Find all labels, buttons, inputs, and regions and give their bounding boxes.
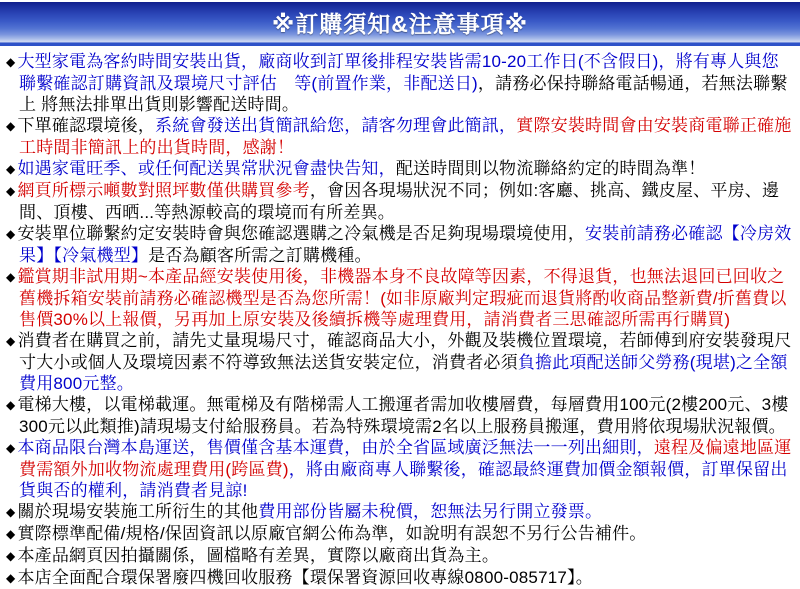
notice-list — [0, 46, 800, 589]
order-notice-page — [0, 2, 800, 587]
notice-item — [6, 523, 796, 545]
notice-item — [6, 437, 796, 501]
notice-text-run: 安裝前請務必確認【冷房效果】【冷氣機型】 — [19, 224, 792, 265]
notice-header-banner — [0, 2, 800, 46]
notice-item — [6, 115, 796, 158]
bullet-diamond-icon: ◆ — [6, 162, 16, 176]
notice-text-run: 本店全面配合環保署廢四機回收服務【環保署資源回收專線0800-085717】。 — [17, 568, 593, 587]
notice-text-run: 本商品限台灣本島運送，售價僅含基本運費，由於全省區域廣泛無法一一列出細則， — [17, 438, 654, 457]
notice-text-run: 如遇家電旺季、或任何配送異常狀況會盡快告知， — [17, 159, 396, 178]
bullet-diamond-icon: ◆ — [6, 119, 16, 133]
notice-item — [6, 330, 796, 394]
notice-text-run: 遠程及偏遠地區運費需額外加收物流處理費用(跨區費) — [19, 438, 792, 479]
notice-text-run: ，會因各現場狀況不同；例如:客廳、挑高、鐵皮屋、平房、邊間、頂樓、西晒...等熱源較高的環境而有所差異。 — [19, 181, 780, 222]
notice-text-run: 負擔此項配送師父勞務(現堪)之全額費用800元整。 — [19, 353, 788, 393]
notice-text-run: 關於現場安裝施工所衍生的其他 — [17, 502, 259, 521]
bullet-diamond-icon: ◆ — [6, 527, 16, 541]
notice-item — [6, 567, 796, 589]
notice-text-run: 費用部份皆屬未稅價，恕無法另行開立發票。 — [258, 502, 603, 521]
bullet-diamond-icon: ◆ — [6, 184, 16, 198]
bullet-diamond-icon: ◆ — [6, 398, 16, 412]
notice-item — [6, 394, 796, 437]
notice-text-run: 鑑賞期非試用期~本產品經安裝使用後，非機器本身不良故障等因素，不得退貨，也無法退回已回收之舊機拆箱安裝前請務必確認機型是否為您所需！(如非原廠判定瑕疵而退貨將酌收商品整新費/折舊費以售價30%以上報價，另再加上原安裝及後續拆機等處理費用，請消費者三思確認所需再行購買) — [17, 267, 787, 329]
notice-text-run: 系統會發送出貨簡訊給您，請客勿理會此簡訊， — [155, 116, 517, 135]
notice-item — [6, 51, 796, 115]
notice-text-run: 大型家電為客約時間安裝出貨，廠商收到訂單後排程安裝皆需10-20工作日(不含假日)，將有專人與您聯繫確認訂購資訊及環境尺寸評估 等(前置作業，非配送日) — [17, 52, 779, 93]
page-title: ※訂購須知&注意事項※ — [271, 11, 529, 37]
bullet-diamond-icon: ◆ — [6, 227, 16, 241]
notice-text-run: 電梯大樓，以電梯載運。無電梯及有階梯需人工搬運者需加收樓層費，每層費用100元(2樓200元、3樓300元以此類推)請現場支付給服務員。若為特殊環境需2名以上服務員搬運，費用將依現場狀況報價。 — [17, 395, 789, 436]
bullet-diamond-icon: ◆ — [6, 441, 16, 455]
notice-text-run: 配送時間則以物流聯絡約定的時間為準！ — [395, 159, 706, 178]
notice-text-run: 網頁所標示噸數對照坪數僅供購買參考 — [17, 181, 310, 200]
notice-text-run: ，請務必保持聯絡電話暢通，若無法聯繫上 將無法排單出貨則影響配送時間。 — [19, 74, 788, 114]
bullet-diamond-icon: ◆ — [6, 571, 16, 585]
bullet-diamond-icon: ◆ — [6, 505, 16, 519]
bullet-diamond-icon: ◆ — [6, 549, 16, 563]
notice-item — [6, 501, 796, 523]
notice-text-run: 是否為顧客所需之訂購機種。 — [148, 246, 372, 265]
notice-text-run: 實際標準配備/規格/保固資訊以原廠官網公佈為準，如說明有誤恕不另行公告補件。 — [17, 524, 647, 543]
notice-item — [6, 223, 796, 266]
notice-text-run: 實際安裝時間會由安裝商電聯正確施工時間非簡訊上的出貨時間，感謝！ — [19, 116, 792, 157]
notice-item — [6, 266, 796, 330]
notice-text-run: 本產品網頁因拍攝關係，圖檔略有差異，實際以廠商出貨為主。 — [17, 546, 500, 565]
bullet-diamond-icon: ◆ — [6, 55, 16, 69]
notice-text-run: 安裝單位聯繫約定安裝時會與您確認選購之冷氣機是否足夠現場環境使用， — [17, 224, 586, 243]
notice-item — [6, 180, 796, 223]
notice-text-run: 消費者在購買之前，請先丈量現場尺寸，確認商品大小，外觀及裝機位置環境，若師傅到府安裝發現尺寸大小或個人及環境因素不符導致無法送貨安裝定位，消費者必須 — [17, 331, 792, 372]
notice-text-run: ，將由廠商專人聯繫後，確認最終運費加價金額報價，訂單保留出貨與否的權利，請消費者見諒! — [19, 460, 788, 500]
notice-item — [6, 545, 796, 567]
bullet-diamond-icon: ◆ — [6, 334, 16, 348]
bullet-diamond-icon: ◆ — [6, 270, 16, 284]
notice-item — [6, 158, 796, 180]
notice-text-run: 下單確認環境後， — [17, 116, 156, 135]
